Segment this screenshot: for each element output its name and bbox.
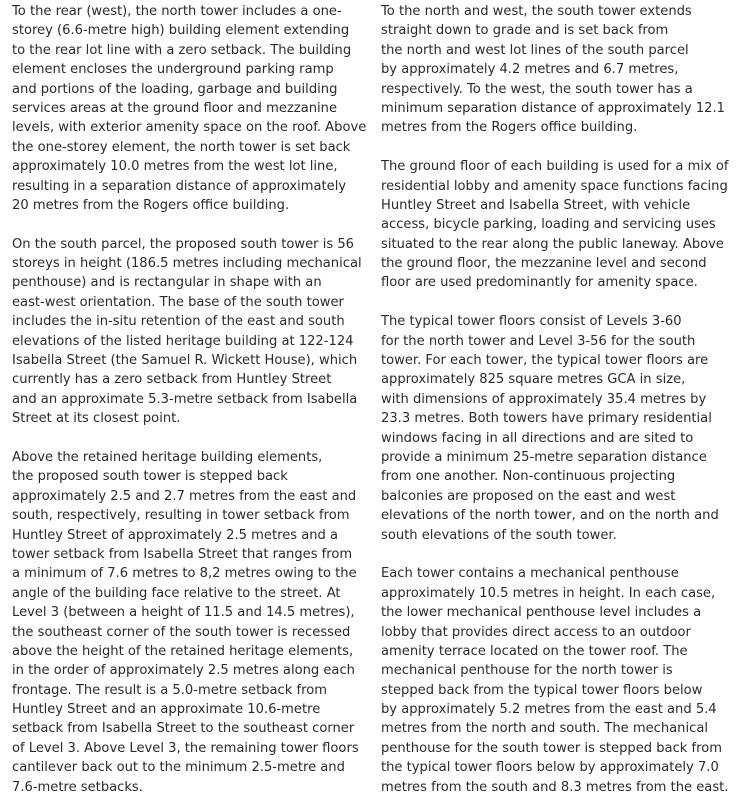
paragraph (381, 312, 737, 545)
text-line: To the north and west, the south tower extends (381, 4, 692, 19)
text-line: includes the in-situ retention of the east and south (12, 314, 345, 330)
text-line: Isabella Street (the Samuel R. Wickett House), which (12, 353, 358, 369)
text-line: with dimensions of approximately 35.4 metres by (381, 391, 707, 407)
text-line: by approximately 5.2 metres from the east and 5.4 (381, 702, 717, 718)
text-line: approximately 2.5 and 2.7 metres from the east and (12, 488, 357, 504)
text-line: and portions of the loading, garbage and building (12, 81, 338, 97)
text-line: minimum separation distance of approximately 12.1 (381, 100, 725, 116)
text-line: Huntley Street of approximately 2.5 metres and a (12, 527, 339, 543)
text-line: The typical tower floors consist of Levels 3-60 (381, 314, 682, 330)
text-line: straight down to grade and is set back from (381, 23, 669, 39)
paragraph-gap (381, 293, 737, 312)
text-line: metres from the Rogers office building. (381, 120, 638, 136)
text-line: situated to the rear along the public laneway. Above (381, 236, 724, 252)
paragraph-gap (381, 138, 737, 157)
text-line: the southeast corner of the south tower is recessed (12, 624, 351, 640)
text-line: the lower mechanical penthouse level includes a (381, 605, 702, 621)
text-line: amenity terrace located on the tower roof. The (381, 643, 688, 659)
text-line: storeys in height (186.5 metres including mechanical (12, 256, 362, 272)
paragraph (12, 2, 368, 215)
text-line: penthouse) and is rectangular in shape with an (12, 275, 322, 291)
text-line: access, bicycle parking, loading and servicing uses (381, 217, 716, 233)
paragraph-gap (12, 429, 368, 448)
text-line: elevations of the listed heritage building at 122-124 (12, 333, 354, 349)
paragraph (381, 2, 737, 138)
text-line: lobby that provides direct access to an outdoor (381, 624, 691, 640)
text-line: penthouse for the south tower is stepped back from (381, 740, 722, 756)
text-line: Level 3 (between a height of 11.5 and 14.5 metres), (12, 605, 355, 621)
text-line: in the order of approximately 2.5 metres along each (12, 663, 355, 679)
text-line: south elevations of the south tower. (381, 527, 617, 543)
text-line: services areas at the ground floor and mezzanine (12, 100, 338, 116)
text-line: floor are used predominantly for amenity space. (381, 275, 698, 291)
text-line: east-west orientation. The base of the south tower (12, 294, 344, 310)
text-line: metres from the south and 8.3 metres from the east. (381, 779, 729, 795)
text-line: windows facing in all directions and are sited to (381, 430, 694, 446)
text-line: south, respectively, resulting in tower setback from (12, 508, 350, 524)
text-line: On the south parcel, the proposed south tower is 56 (12, 236, 354, 252)
text-line: balconies are proposed on the east and west (381, 488, 676, 504)
text-line: the proposed south tower is stepped back (12, 469, 288, 485)
text-line: the ground floor, the mezzanine level and second (381, 256, 707, 272)
text-line: 23.3 metres. Both towers have primary residential (381, 411, 712, 427)
paragraph (381, 564, 737, 797)
text-line: 7.6-metre setbacks. (12, 779, 143, 795)
text-line: tower. For each tower, the typical tower floors are (381, 353, 709, 369)
text-line: element encloses the underground parking ramp (12, 62, 334, 78)
text-line: Above the retained heritage building elements, (12, 449, 323, 465)
text-line: the one-storey element, the north tower is set back (12, 139, 351, 155)
text-line: currently has a zero setback from Huntley Street (12, 372, 332, 388)
text-line: 20 metres from the Rogers office building. (12, 197, 290, 213)
text-line: Each tower contains a mechanical penthouse (381, 566, 679, 582)
text-line: a minimum of 7.6 metres to 8,2 metres owing to the (12, 566, 357, 582)
paragraph (12, 448, 368, 797)
text-line: by approximately 4.2 metres and 6.7 metres, (381, 62, 679, 78)
text-line: resulting in a separation distance of approximately (12, 178, 347, 194)
text-line: Huntley Street and an approximate 10.6-metre (12, 702, 321, 718)
paragraph-gap (12, 215, 368, 234)
left-column (12, 2, 368, 797)
text-line: approximately 825 square metres GCA in size, (381, 372, 686, 388)
text-line: frontage. The result is a 5.0-metre setback from (12, 682, 327, 698)
text-line: elevations of the north tower, and on the north and (381, 508, 719, 524)
text-line: tower setback from Isabella Street that ranges from (12, 546, 353, 562)
text-line: respectively. To the west, the south tower has a (381, 81, 693, 97)
text-line: To the rear (west), the north tower includes a one- (12, 4, 342, 19)
text-line: mechanical penthouse for the north tower is (381, 663, 673, 679)
text-line: cantilever back out to the minimum 2.5-metre and (12, 760, 345, 776)
text-line: to the rear lot line with a zero setback. The building (12, 42, 352, 58)
text-line: approximately 10.5 metres in height. In each case, (381, 585, 716, 601)
text-line: approximately 10.0 metres from the west lot line, (12, 159, 338, 175)
text-line: provide a minimum 25-metre separation distance (381, 449, 707, 465)
text-line: angle of the building face relative to the street. At (12, 585, 341, 601)
text-line: levels, with exterior amenity space on the roof. Above (12, 120, 367, 136)
paragraph (381, 157, 737, 293)
text-line: setback from Isabella Street to the southeast corner (12, 721, 355, 737)
text-line: Huntley Street and Isabella Street, with vehicle (381, 197, 691, 213)
text-line: for the north tower and Level 3-56 for the south (381, 333, 696, 349)
text-line: storey (6.6-metre high) building element extending (12, 23, 350, 39)
text-line: the north and west lot lines of the south parcel (381, 42, 689, 58)
text-line: The ground floor of each building is used for a mix of (381, 159, 729, 175)
text-line: and an approximate 5.3-metre setback from Isabella (12, 391, 358, 407)
right-column (381, 2, 737, 797)
text-line: metres from the north and south. The mechanical (381, 721, 708, 737)
text-line: of Level 3. Above Level 3, the remaining tower floors (12, 740, 359, 756)
text-line: from one another. Non-continuous projecting (381, 469, 676, 485)
text-line: stepped back from the typical tower floors below (381, 682, 703, 698)
paragraph-gap (381, 545, 737, 564)
text-line: residential lobby and amenity space functions facing (381, 178, 728, 194)
text-line: the typical tower floors below by approximately 7.0 (381, 760, 719, 776)
text-line: Street at its closest point. (12, 411, 181, 427)
text-line: above the height of the retained heritage elements, (12, 643, 354, 659)
paragraph (12, 235, 368, 429)
